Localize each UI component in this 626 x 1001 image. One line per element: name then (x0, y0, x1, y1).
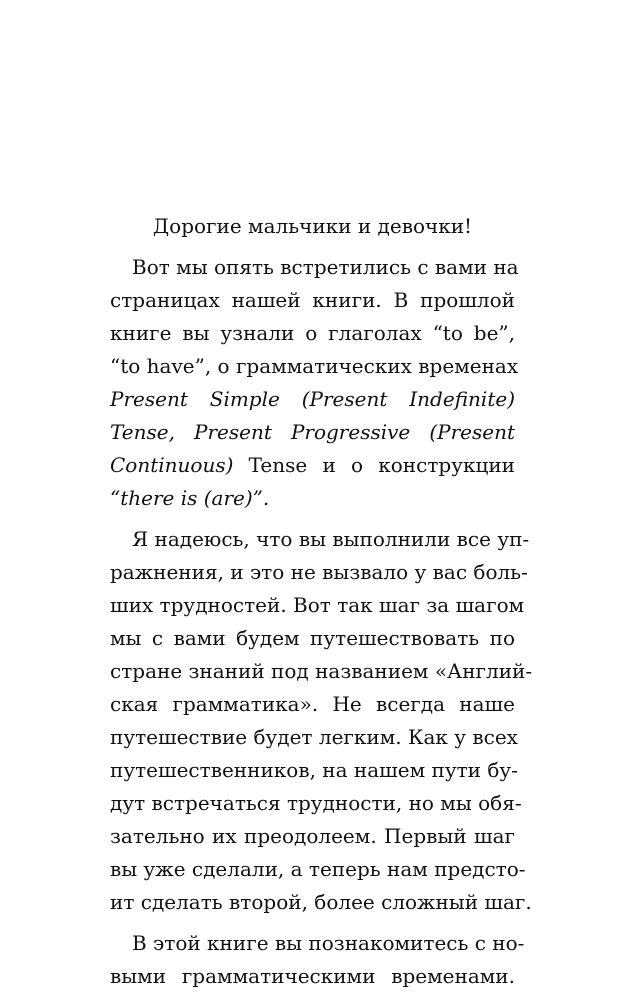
text-line: вы уже сделали, а теперь нам предсто- (110, 857, 526, 881)
text-line: мы с вами будем путешествовать по (110, 626, 515, 650)
text-line: дут встречаться трудности, но мы обя- (110, 791, 522, 815)
text-line: ит сделать второй, более сложный шаг. (110, 890, 532, 914)
tense-name: Continuous) (110, 453, 234, 477)
paragraph-1 (110, 251, 519, 515)
text-line: Я надеюсь, что вы выполнили все уп- (132, 527, 530, 551)
text-line: ская грамматика». Не всегда наше (110, 692, 515, 716)
text-line: Present Simple (Present Indefinite) (110, 387, 515, 411)
text-line: ражнения, и это не вызвало у вас боль- (110, 560, 528, 584)
paragraph-3 (110, 927, 525, 993)
text-line: Tense, Present Progressive (Present (110, 420, 515, 444)
text-line: “to have”, о грамматических временах (110, 354, 519, 378)
text-line: путешественников, на нашем пути бу- (110, 758, 518, 782)
text-fragment: Tense и о конструкции (233, 453, 515, 477)
page-text (110, 210, 533, 1001)
text-line: “there is (are)”. (110, 486, 270, 510)
text-line: страницах нашей книги. В прошлой (110, 288, 515, 312)
text-line: стране знаний под названием «Англий- (110, 659, 533, 683)
text-line: зательно их преодолеем. Первый шаг (110, 824, 515, 848)
text-line: В этой книге вы познакомитесь с но- (132, 931, 525, 955)
text-line (110, 449, 515, 482)
text-line: выми грамматическими временами. (110, 964, 515, 988)
greeting-heading: Дорогие мальчики и девочки! (152, 214, 473, 238)
text-line: ших трудностей. Вот так шаг за шагом (110, 593, 525, 617)
text-line: книге вы узнали о глаголах “to be”, (110, 321, 515, 345)
text-line: путешествие будет легким. Как у всех (110, 725, 518, 749)
paragraph-2 (110, 523, 533, 919)
text-line: Вот мы опять встретились с вами на (132, 255, 519, 279)
